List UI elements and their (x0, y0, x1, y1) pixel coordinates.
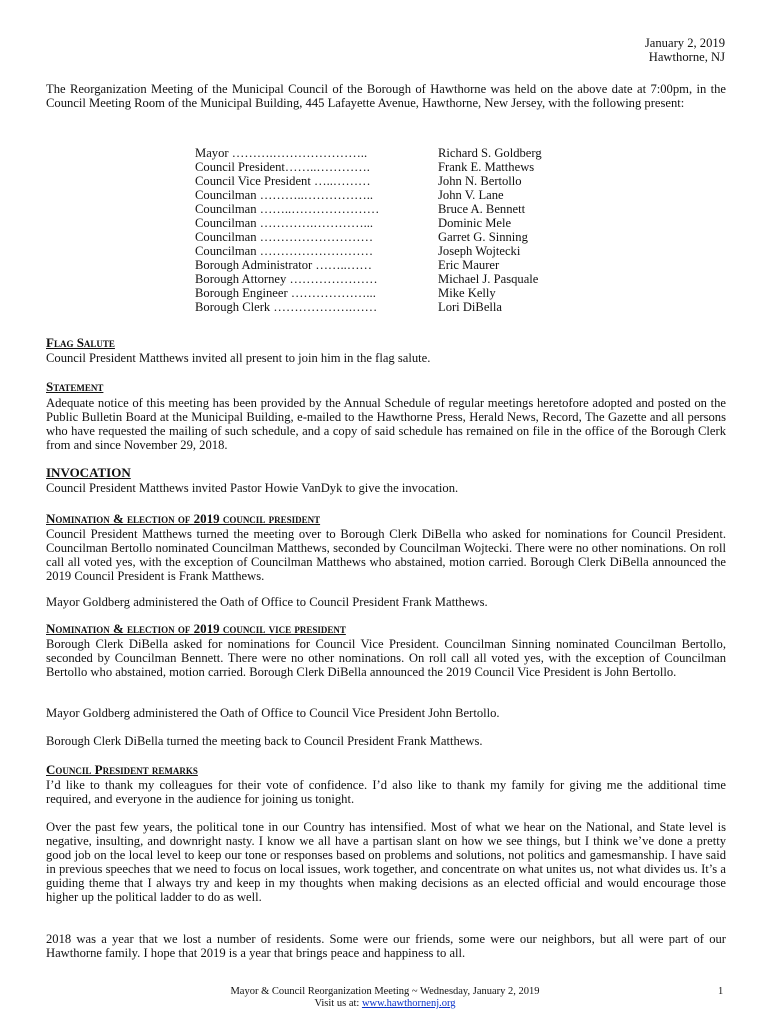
flag-salute-text: Council President Matthews invited all present to join him in the flag salute. (46, 351, 431, 365)
attendance-row (195, 216, 542, 230)
attendance-row (195, 230, 542, 244)
attendance-row (195, 300, 542, 314)
attendance-row (195, 272, 542, 286)
attendance-name: Mike Kelly (438, 286, 496, 300)
attendance-name: Eric Maurer (438, 258, 500, 272)
attendance-row (195, 244, 542, 258)
invocation-heading: INVOCATION (46, 465, 131, 480)
attendance-row (195, 146, 542, 160)
attendance-row (195, 188, 542, 202)
president-remarks-heading: Council President remarks (46, 762, 198, 777)
attendance-name: John V. Lane (438, 188, 504, 202)
attendance-title: Borough Attorney ………………… (195, 272, 378, 286)
attendance-name: John N. Bertollo (438, 174, 522, 188)
remarks-paragraph-1: I’d like to thank my colleagues for their vote of confidence. I’d also like to thank my family for giving me the additional time required, and everyone in the audience for joining us tonight. (46, 778, 726, 806)
footer-visit-label: Visit us at: (314, 998, 360, 1009)
vice-president-oath-text: Mayor Goldberg administered the Oath of Office to Council Vice President John Bertollo. (46, 706, 500, 720)
attendance-title: Councilman ……………………… (195, 244, 374, 258)
statement-heading: Statement (46, 379, 104, 394)
remarks-paragraph-3: 2018 was a year that we lost a number of residents. Some were our friends, some were our neighbors, but all were part of our Hawthorne family. I hope that 2019 is a year that brings peace and happiness to all. (46, 932, 726, 960)
attendance-title: Councilman ……..………………… (195, 202, 380, 216)
flag-salute-heading: Flag Salute (46, 335, 115, 350)
president-election-heading: Nomination & election of 2019 council president (46, 511, 321, 526)
footer-meeting-title: Mayor & Council Reorganization Meeting ~ Wednesday, January 2, 2019 (230, 986, 540, 997)
attendance-title: Councilman ………….…………... (195, 216, 374, 230)
attendance-name: Lori DiBella (438, 300, 503, 314)
date-header (460, 36, 725, 64)
attendance-row (195, 258, 542, 272)
attendance-name: Richard S. Goldberg (438, 146, 542, 160)
page-number: 1 (718, 986, 724, 997)
attendance-title: Councilman ……………………… (195, 230, 374, 244)
attendance-row (195, 202, 542, 216)
meeting-date: January 2, 2019 (644, 36, 725, 50)
attendance-name: Garret G. Sinning (438, 230, 528, 244)
attendance-row (195, 174, 542, 188)
attendance-name: Dominic Mele (438, 216, 512, 230)
attendance-title: Council Vice President …..……… (195, 174, 371, 188)
attendance-name: Joseph Wojtecki (438, 244, 521, 258)
attendance-name: Bruce A. Bennett (438, 202, 526, 216)
footer-visit-line (0, 998, 770, 1010)
vice-president-election-heading: Nomination & election of 2019 council vice president (46, 621, 346, 636)
attendance-row (195, 286, 542, 300)
attendance-title: Borough Clerk ……………….…… (195, 300, 378, 314)
attendance-row (195, 160, 542, 174)
president-election-text: Council President Matthews turned the meeting over to Borough Clerk DiBella who asked for nominations for Council President. Councilman Bertollo nominated Councilman Matthews, seconded by Councilman Wojtecki. There were no other nominations. On roll call all voted yes, with the exception of Councilman Matthews who abstained, motion carried. Borough Clerk DiBella announced the 2019 Council President is Frank Matthews. (46, 527, 726, 583)
attendance-title: Councilman ………..…………….. (195, 188, 374, 202)
vice-president-election-text: Borough Clerk DiBella asked for nominations for Council Vice President. Councilman Sinning nominated Councilman Bertollo, seconded by Councilman Bennett. There were no other nominations. On roll call all voted yes, with the exception of Councilman Bertollo who abstained, motion carried. Borough Clerk DiBella announced the 2019 Council Vice President is John Bertollo. (46, 637, 726, 679)
page-footer (0, 986, 770, 1010)
president-oath-text: Mayor Goldberg administered the Oath of Office to Council President Frank Matthews. (46, 595, 488, 609)
meeting-handback-text: Borough Clerk DiBella turned the meeting back to Council President Frank Matthews. (46, 734, 483, 748)
meeting-location: Hawthorne, NJ (648, 50, 725, 64)
attendance-title: Borough Engineer ………………... (195, 286, 376, 300)
intro-paragraph: The Reorganization Meeting of the Municipal Council of the Borough of Hawthorne was held on the above date at 7:00pm, in the Council Meeting Room of the Municipal Building, 445 Lafayette Avenue, Hawthorne, New Jersey, with the following present: (46, 82, 726, 110)
attendance-title: Mayor ……….………………….. (195, 146, 368, 160)
attendance-name: Michael J. Pasquale (438, 272, 539, 286)
statement-text: Adequate notice of this meeting has been provided by the Annual Schedule of regular meetings heretofore adopted and posted on the Public Bulletin Board at the Municipal Building, e-mailed to the Hawthorne Press, Herald News, Record, The Gazette and all persons who have requested the mailing of such schedule, and a copy of said schedule has remained on file in the office of the Borough Clerk from and since November 29, 2018. (46, 396, 726, 452)
attendance-name: Frank E. Matthews (438, 160, 535, 174)
website-link[interactable]: www.hawthornenj.org (361, 998, 456, 1009)
attendance-title: Council President……..…………. (195, 160, 370, 174)
remarks-paragraph-2: Over the past few years, the political tone in our Country has intensified. Most of what we hear on the National, and State level is negative, insulting, and downright nasty. I know we all have a partisan slant on how we see things, but I think we’ve done a pretty good job on the local level to keep our tone or responses based on problems and solutions, not politics and gamesmanship. I have said in previous speeches that we need to focus on local issues, work together, and concentrate on what unites us, not what divides us. It’s a guiding theme that I always try and keep in my thoughts when making decisions as an elected official and would encourage those higher up the political ladder to do as well. (46, 820, 726, 904)
invocation-text: Council President Matthews invited Pastor Howie VanDyk to give the invocation. (46, 481, 459, 495)
attendance-title: Borough Administrator ……..…… (195, 258, 373, 272)
attendance-list (195, 146, 542, 314)
